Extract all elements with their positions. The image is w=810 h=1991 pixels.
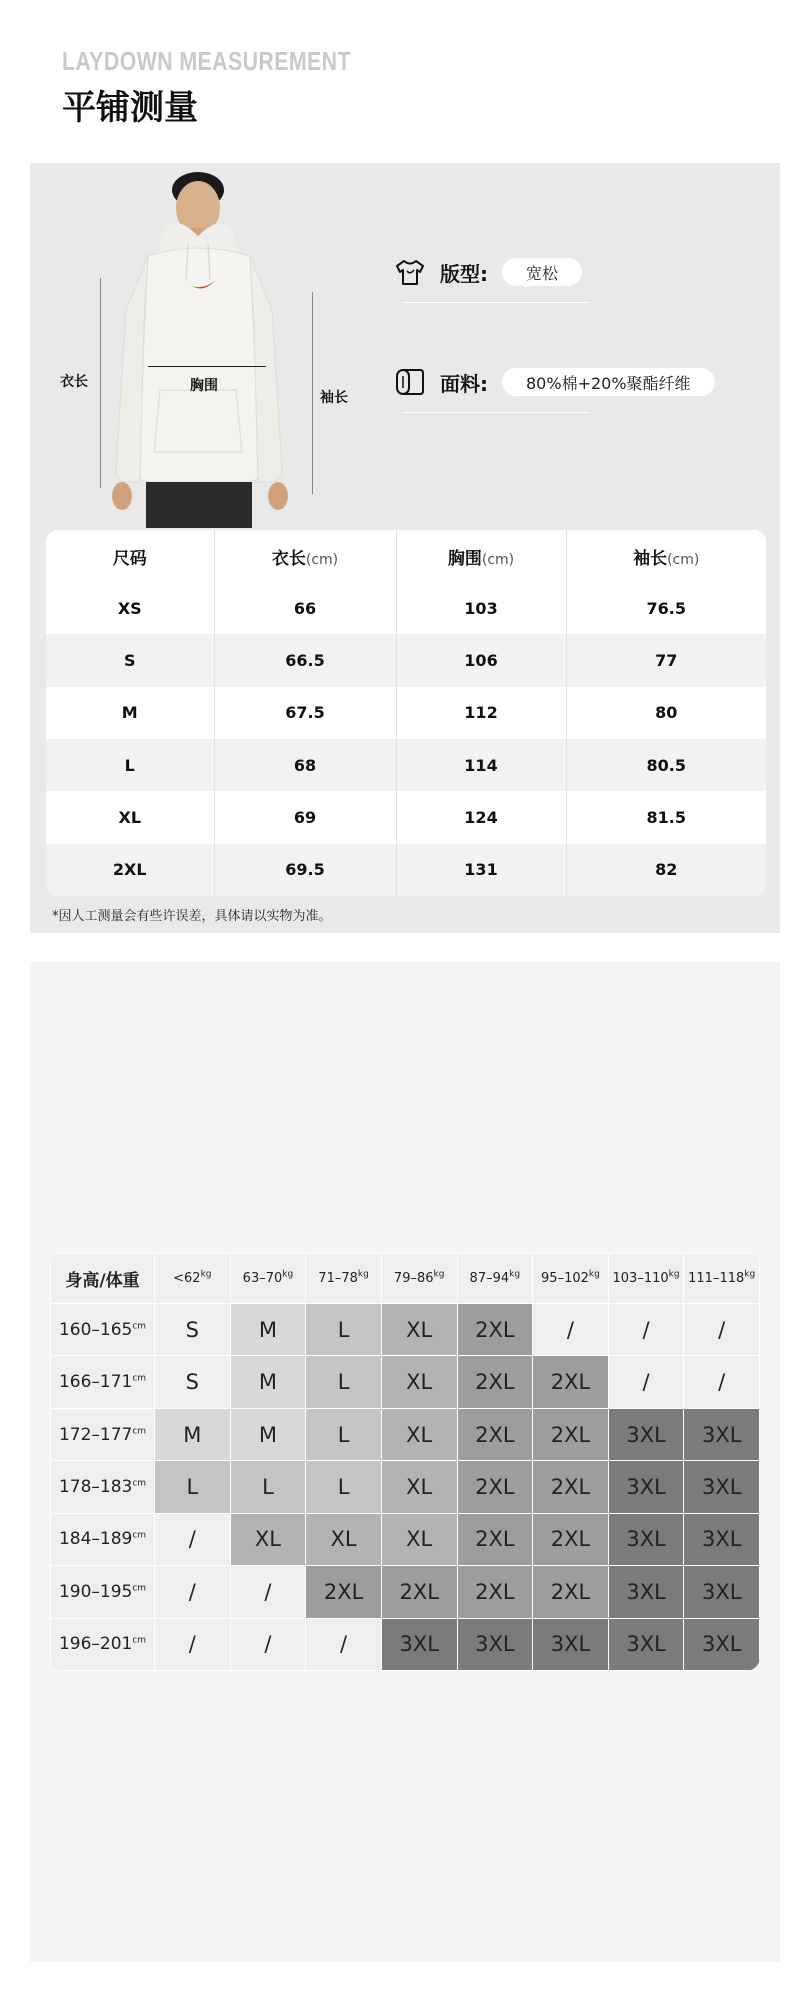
length-label: 衣长 <box>60 374 88 390</box>
length-measure-line <box>100 278 101 488</box>
weight-range-label: 95–102 <box>541 1271 589 1286</box>
size-recommendation-cell: XL <box>381 1356 457 1408</box>
height-range-cell <box>51 1513 155 1565</box>
grid-row <box>51 1566 760 1618</box>
length-header-unit: (cm) <box>305 551 339 568</box>
length-header <box>214 530 396 582</box>
length-cell: 67.5 <box>214 687 396 739</box>
height-range-label: 190–195 <box>58 1581 133 1602</box>
size-recommendation-cell: 3XL <box>533 1618 609 1670</box>
fit-value: 宽松 <box>502 258 582 286</box>
size-header <box>46 530 214 582</box>
length-cell: 66 <box>214 582 396 634</box>
fit-divider <box>402 302 590 303</box>
sleeve-header <box>566 530 766 582</box>
weight-unit: kg <box>668 1269 680 1280</box>
weight-range-label: 79–86 <box>393 1271 434 1286</box>
weight-unit: kg <box>744 1269 756 1280</box>
chest-header <box>396 530 566 582</box>
table-row <box>46 634 766 686</box>
sleeve-cell: 76.5 <box>566 582 766 634</box>
weight-header <box>155 1254 231 1304</box>
length-cell: 69.5 <box>214 844 396 896</box>
height-range-cell <box>51 1304 155 1356</box>
size-recommendation-cell: / <box>306 1618 382 1670</box>
weight-header <box>457 1254 533 1304</box>
size-recommendation-cell: XL <box>381 1513 457 1565</box>
size-recommendation-cell: L <box>155 1461 231 1513</box>
weight-header <box>684 1254 760 1304</box>
weight-range-label: 71–78 <box>318 1271 358 1286</box>
size-recommendation-cell: / <box>608 1304 684 1356</box>
chest-cell: 114 <box>396 739 566 791</box>
table-row <box>46 844 766 896</box>
size-cell: 2XL <box>46 844 214 896</box>
size-recommendation-cell: L <box>306 1461 382 1513</box>
sleeve-cell: 81.5 <box>566 791 766 843</box>
height-range-label: 172–177 <box>58 1424 133 1445</box>
size-recommendation-cell: 2XL <box>381 1566 457 1618</box>
height-unit: cm <box>132 1425 147 1436</box>
chest-header-label: 胸围 <box>447 548 482 569</box>
fit-row <box>392 254 582 290</box>
size-recommendation-cell: 2XL <box>457 1513 533 1565</box>
size-recommendation-cell: / <box>230 1566 306 1618</box>
weight-range-label: <62 <box>173 1271 201 1286</box>
size-recommendation-cell: 3XL <box>684 1566 760 1618</box>
chest-cell: 112 <box>396 687 566 739</box>
size-recommendation-cell: S <box>155 1304 231 1356</box>
size-table-header-row <box>46 530 766 582</box>
size-header-label: 尺码 <box>112 548 147 569</box>
chest-cell: 131 <box>396 844 566 896</box>
size-recommendation-cell: XL <box>381 1408 457 1460</box>
size-cell: S <box>46 634 214 686</box>
size-recommendation-cell: M <box>155 1408 231 1460</box>
sleeve-cell: 80.5 <box>566 739 766 791</box>
size-recommendation-cell: 3XL <box>381 1618 457 1670</box>
size-recommendation-cell: 2XL <box>457 1356 533 1408</box>
size-recommendation-cell: 3XL <box>608 1408 684 1460</box>
sleeve-measure-line <box>312 292 313 494</box>
size-recommendation-cell: 2XL <box>306 1566 382 1618</box>
weight-unit: kg <box>282 1269 294 1280</box>
size-recommendation-cell: 3XL <box>684 1513 760 1565</box>
size-recommendation-cell: 3XL <box>684 1408 760 1460</box>
size-recommendation-cell: 2XL <box>457 1566 533 1618</box>
size-recommendation-cell: 3XL <box>684 1461 760 1513</box>
table-row <box>46 739 766 791</box>
grid-row <box>51 1513 760 1565</box>
grid-row <box>51 1356 760 1408</box>
size-recommendation-cell: 3XL <box>608 1461 684 1513</box>
chest-cell: 124 <box>396 791 566 843</box>
size-recommendation-cell: 2XL <box>457 1461 533 1513</box>
height-range-cell <box>51 1408 155 1460</box>
chest-cell: 106 <box>396 634 566 686</box>
size-recommendation-cell: 2XL <box>533 1566 609 1618</box>
weight-unit: kg <box>509 1269 521 1280</box>
size-recommendation-cell: M <box>230 1408 306 1460</box>
height-unit: cm <box>132 1635 147 1646</box>
size-cell: M <box>46 687 214 739</box>
section-title-english: LAYDOWN MEASUREMENT <box>62 46 351 76</box>
weight-header <box>608 1254 684 1304</box>
size-recommendation-cell: 2XL <box>457 1408 533 1460</box>
height-unit: cm <box>132 1530 147 1541</box>
sleeve-label: 袖长 <box>320 390 348 406</box>
grid-row <box>51 1461 760 1513</box>
grid-row <box>51 1304 760 1356</box>
weight-unit: kg <box>588 1269 600 1280</box>
height-range-label: 160–165 <box>58 1319 133 1340</box>
size-recommendation-cell: 2XL <box>533 1461 609 1513</box>
size-recommendation-cell: 3XL <box>457 1618 533 1670</box>
chest-header-unit: (cm) <box>481 551 515 568</box>
size-recommendation-cell: L <box>306 1408 382 1460</box>
weight-unit: kg <box>433 1269 445 1280</box>
weight-unit: kg <box>357 1269 369 1280</box>
size-cell: XS <box>46 582 214 634</box>
fit-label: 版型: <box>440 261 488 286</box>
length-cell: 69 <box>214 791 396 843</box>
size-recommendation-cell: / <box>608 1356 684 1408</box>
weight-range-label: 111–118 <box>688 1271 745 1286</box>
size-recommendation-cell: / <box>533 1304 609 1356</box>
height-range-label: 166–171 <box>58 1372 133 1393</box>
weight-header <box>306 1254 382 1304</box>
size-recommendation-cell: / <box>155 1513 231 1565</box>
model-hoodie-image <box>110 170 310 528</box>
sleeve-header-unit: (cm) <box>667 551 700 568</box>
length-header-label: 衣长 <box>271 548 306 569</box>
size-recommendation-cell: 3XL <box>608 1618 684 1670</box>
size-recommendation-cell: / <box>155 1618 231 1670</box>
size-recommendation-cell: 2XL <box>533 1513 609 1565</box>
size-cell: XL <box>46 791 214 843</box>
size-chart-table <box>46 530 766 896</box>
size-recommendation-cell: 3XL <box>608 1513 684 1565</box>
size-recommendation-cell: 2XL <box>533 1408 609 1460</box>
grid-row <box>51 1618 760 1670</box>
height-range-cell <box>51 1566 155 1618</box>
chest-label: 胸围 <box>190 378 218 394</box>
weight-unit: kg <box>200 1269 212 1280</box>
height-range-label: 184–189 <box>58 1529 133 1550</box>
size-recommendation-cell: XL <box>381 1304 457 1356</box>
grid-body <box>51 1304 760 1671</box>
sleeve-header-label: 袖长 <box>633 548 668 569</box>
table-row <box>46 687 766 739</box>
grid-header-row <box>51 1254 760 1304</box>
height-range-label: 196–201 <box>58 1634 133 1655</box>
height-range-label: 178–183 <box>58 1476 133 1497</box>
height-unit: cm <box>132 1583 147 1594</box>
fabric-value: 80%棉+20%聚酯纤维 <box>502 368 715 396</box>
size-recommendation-cell: M <box>230 1304 306 1356</box>
height-range-cell <box>51 1461 155 1513</box>
height-unit: cm <box>132 1373 147 1384</box>
fabric-label: 面料: <box>440 371 488 396</box>
size-recommendation-cell: XL <box>230 1513 306 1565</box>
fabric-roll-icon <box>392 364 428 400</box>
height-range-cell <box>51 1618 155 1670</box>
chest-cell: 103 <box>396 582 566 634</box>
weight-header <box>230 1254 306 1304</box>
size-recommendation-cell: 2XL <box>457 1304 533 1356</box>
size-recommendation-cell: L <box>230 1461 306 1513</box>
table-row <box>46 582 766 634</box>
size-recommendation-cell: XL <box>306 1513 382 1565</box>
size-recommendation-cell: / <box>684 1356 760 1408</box>
height-unit: cm <box>132 1478 147 1489</box>
size-recommendation-cell: S <box>155 1356 231 1408</box>
height-weight-size-grid <box>50 1253 760 1671</box>
section-title-chinese: 平铺测量 <box>62 88 198 128</box>
size-recommendation-cell: / <box>230 1618 306 1670</box>
fabric-divider <box>402 412 590 413</box>
weight-range-label: 87–94 <box>469 1271 510 1286</box>
weight-header <box>533 1254 609 1304</box>
weight-header <box>381 1254 457 1304</box>
size-recommendation-cell: L <box>306 1304 382 1356</box>
measurement-disclaimer: *因人工测量会有些许误差，具体请以实物为准。 <box>52 909 332 924</box>
size-recommendation-cell: XL <box>381 1461 457 1513</box>
size-recommendation-cell: / <box>155 1566 231 1618</box>
height-range-cell <box>51 1356 155 1408</box>
chest-measure-line <box>148 366 266 367</box>
table-row <box>46 791 766 843</box>
size-recommendation-cell: 3XL <box>608 1566 684 1618</box>
size-cell: L <box>46 739 214 791</box>
sleeve-cell: 80 <box>566 687 766 739</box>
weight-range-label: 103–110 <box>612 1271 669 1286</box>
grid-corner-label: 身高/体重 <box>51 1254 155 1304</box>
fabric-row <box>392 364 715 400</box>
sleeve-cell: 82 <box>566 844 766 896</box>
size-recommendation-cell: L <box>306 1356 382 1408</box>
height-unit: cm <box>132 1321 147 1332</box>
size-recommendation-cell: M <box>230 1356 306 1408</box>
size-recommendation-cell: 2XL <box>533 1356 609 1408</box>
length-cell: 66.5 <box>214 634 396 686</box>
grid-row <box>51 1408 760 1460</box>
size-recommendation-cell: / <box>684 1304 760 1356</box>
sleeve-cell: 77 <box>566 634 766 686</box>
length-cell: 68 <box>214 739 396 791</box>
size-recommendation-cell: 3XL <box>684 1618 760 1670</box>
tshirt-icon <box>392 254 428 290</box>
weight-range-label: 63–70 <box>242 1271 283 1286</box>
